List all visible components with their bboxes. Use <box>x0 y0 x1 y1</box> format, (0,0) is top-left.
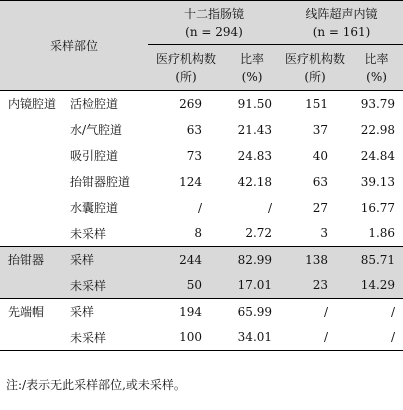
row-site-label: 水/气腔道 <box>70 123 123 137</box>
duodenoscope-header <box>148 1 280 45</box>
table-row <box>0 117 403 143</box>
table-row <box>0 273 403 299</box>
duodenoscope-org-count: 269 <box>148 91 224 117</box>
linear-eus-rate: / <box>350 299 403 325</box>
table-row <box>0 247 403 273</box>
duodenoscope-rate: 24.83 <box>237 148 273 163</box>
org-count-label: 医疗机构数 <box>156 51 217 66</box>
duodenoscope-rate: 21.43 <box>237 122 273 137</box>
linear-eus-org-count: 37 <box>312 122 329 137</box>
row-group-label <box>0 325 68 351</box>
linear-eus-rate: 24.84 <box>360 148 396 163</box>
row-site-label: 未采样 <box>70 278 107 293</box>
linear-eus-rate: 16.77 <box>360 200 396 215</box>
table-row <box>0 91 403 117</box>
row-group-label <box>0 195 68 221</box>
linear-eus-header <box>280 1 403 45</box>
row-group-label <box>0 117 68 143</box>
row-group-label <box>0 273 68 299</box>
linear-eus-org-count: 151 <box>280 91 350 117</box>
org-count-unit: (所) <box>175 69 197 84</box>
duodenoscope-rate-header <box>224 45 280 91</box>
table-row <box>0 169 403 195</box>
duodenoscope-org-count: 100 <box>148 325 224 351</box>
linear-eus-org-count: 23 <box>312 278 329 293</box>
linear-eus-org-count: 63 <box>312 174 329 189</box>
duodenoscope-rate: 34.01 <box>224 325 280 351</box>
table-row <box>0 325 403 351</box>
linear-eus-rate: / <box>350 325 403 351</box>
duodenoscope-org-count: 63 <box>186 122 203 137</box>
duodenoscope-rate: 91.50 <box>224 91 280 117</box>
linear-eus-rate: 85.71 <box>350 247 403 273</box>
org-count-label: 医疗机构数 <box>285 51 346 66</box>
linear-eus-rate: 39.13 <box>360 174 396 189</box>
duodenoscope-rate: 42.18 <box>237 174 273 189</box>
duodenoscope-rate: 17.01 <box>237 278 273 293</box>
row-site-label: 未采样 <box>68 325 148 351</box>
row-site-label: 水囊腔道 <box>70 201 119 215</box>
table-row <box>0 299 403 325</box>
linear-eus-rate-header <box>350 45 403 91</box>
rate-label: 比率 <box>240 51 265 66</box>
row-group-label <box>0 143 68 169</box>
linear-eus-rate: 14.29 <box>360 278 396 293</box>
duodenoscope-org-count-header <box>148 45 224 91</box>
linear-eus-org-count: 138 <box>280 247 350 273</box>
linear-eus-org-count-header <box>280 45 350 91</box>
linear-eus-org-count: 27 <box>312 200 329 215</box>
duodenoscope-org-count: 244 <box>148 247 224 273</box>
header-row-1 <box>0 1 403 45</box>
table-row <box>0 195 403 221</box>
duodenoscope-rate: 82.99 <box>224 247 280 273</box>
duodenoscope-rate: 2.72 <box>245 226 273 241</box>
row-group-label <box>0 169 68 195</box>
rate-unit: (%) <box>366 69 387 84</box>
linear-eus-rate: 93.79 <box>350 91 403 117</box>
rate-unit: (%) <box>241 69 263 84</box>
duodenoscope-org-count: 194 <box>148 299 224 325</box>
duodenoscope-org-count: 124 <box>179 174 203 189</box>
linear-eus-org-count: / <box>280 299 350 325</box>
row-group-label <box>0 221 68 247</box>
row-site-label: 采样 <box>68 299 148 325</box>
duodenoscope-org-count: / <box>197 200 203 215</box>
duodenoscope-org-count: 50 <box>186 278 203 293</box>
duodenoscope-title: 十二指肠镜 <box>184 6 245 21</box>
duodenoscope-org-count: 73 <box>186 148 203 163</box>
row-site-label: 采样 <box>68 247 148 273</box>
row-group-label: 抬钳器 <box>0 247 68 273</box>
linear-eus-title: 线阵超声内镜 <box>305 6 378 21</box>
table-body <box>0 91 403 351</box>
row-group-label: 内镜腔道 <box>0 91 68 117</box>
linear-eus-rate: 1.86 <box>368 226 396 241</box>
duodenoscope-rate: 65.99 <box>224 299 280 325</box>
table-footnote: 注:/表示无此采样部位,或未采样。 <box>6 378 186 392</box>
sampling-site-header: 采样部位 <box>0 1 148 91</box>
org-count-unit: (所) <box>304 69 326 84</box>
linear-eus-org-count: 3 <box>320 226 329 241</box>
row-site-label: 未采样 <box>70 226 107 241</box>
linear-eus-org-count: 40 <box>312 148 329 163</box>
duodenoscope-n: (n = 294) <box>185 24 243 39</box>
linear-eus-rate: 22.98 <box>360 122 396 137</box>
table-row <box>0 221 403 247</box>
linear-eus-org-count: / <box>280 325 350 351</box>
duodenoscope-org-count: 8 <box>194 226 203 241</box>
row-site-label: 抬钳器腔道 <box>70 175 131 189</box>
row-site-label: 活检腔道 <box>68 91 148 117</box>
table-row <box>0 143 403 169</box>
linear-eus-n: (n = 161) <box>312 24 371 39</box>
row-site-label: 吸引腔道 <box>70 149 119 163</box>
rate-label: 比率 <box>364 51 389 66</box>
row-group-label: 先端帽 <box>0 299 68 325</box>
duodenoscope-rate: / <box>267 200 273 215</box>
